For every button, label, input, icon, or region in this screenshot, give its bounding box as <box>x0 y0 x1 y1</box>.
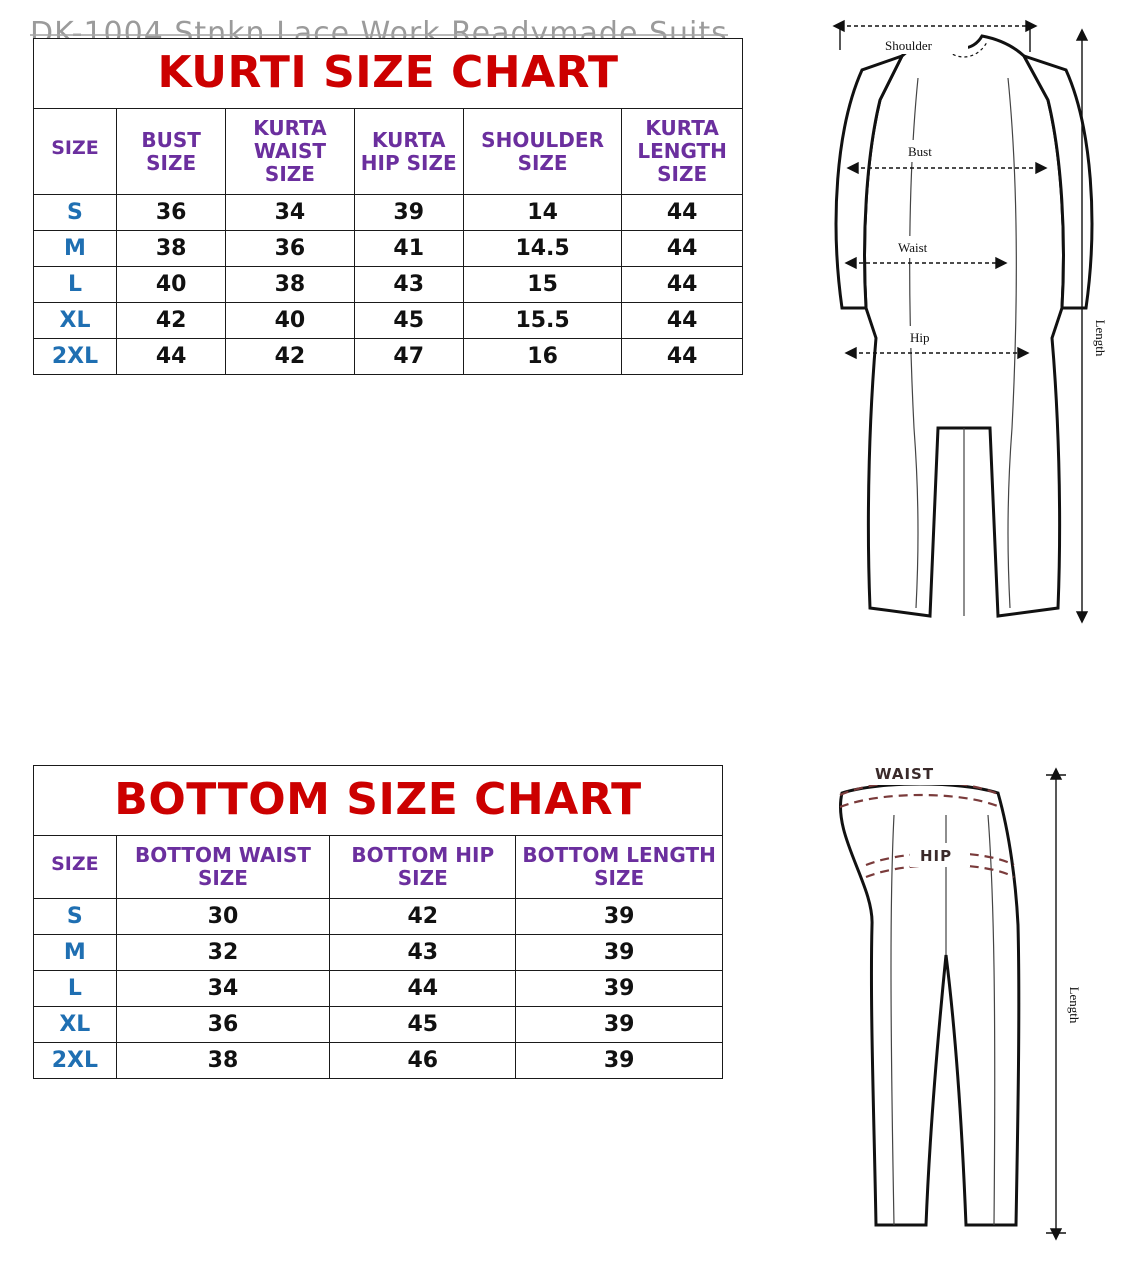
kurti-header-length: KURTA LENGTH SIZE <box>622 109 743 195</box>
table-row <box>34 339 743 375</box>
kurti-row-shoulder: 15 <box>463 267 621 303</box>
bottom-row-hip: 42 <box>330 899 516 935</box>
kurti-header-waist: KURTA WAIST SIZE <box>226 109 354 195</box>
bottom-row-hip: 44 <box>330 971 516 1007</box>
bottom-measurement-diagram <box>770 755 1120 1255</box>
kurti-row-shoulder: 16 <box>463 339 621 375</box>
kurti-row-size: 2XL <box>34 339 117 375</box>
kurti-row-length: 44 <box>622 231 743 267</box>
kurti-header-bust: BUST SIZE <box>116 109 225 195</box>
kurti-row-hip: 39 <box>354 195 463 231</box>
bottom-row-waist: 30 <box>116 899 330 935</box>
bottom-row-size: L <box>34 971 117 1007</box>
kurti-shoulder-label: Shoulder <box>885 38 932 53</box>
kurti-hip-label: Hip <box>910 330 930 345</box>
bottom-title-row <box>34 766 723 836</box>
kurti-bust-label: Bust <box>908 144 932 159</box>
kurti-row-size: S <box>34 195 117 231</box>
bottom-chart-title: BOTTOM SIZE CHART <box>34 766 723 836</box>
bottom-row-size: M <box>34 935 117 971</box>
kurti-row-hip: 43 <box>354 267 463 303</box>
kurti-row-waist: 42 <box>226 339 354 375</box>
bottom-row-hip: 43 <box>330 935 516 971</box>
bottom-row-waist: 32 <box>116 935 330 971</box>
bottom-row-length: 39 <box>516 1043 723 1079</box>
bottom-row-length: 39 <box>516 935 723 971</box>
table-row <box>34 1043 723 1079</box>
kurti-row-size: L <box>34 267 117 303</box>
bottom-row-waist: 38 <box>116 1043 330 1079</box>
bottom-size-table <box>33 765 723 1079</box>
bottom-header-length: BOTTOM LENGTH SIZE <box>516 836 723 899</box>
bottom-waist-label: WAIST <box>875 765 935 783</box>
kurti-title-row <box>34 39 743 109</box>
kurti-header-row <box>34 109 743 195</box>
bottom-size-chart <box>33 765 723 1079</box>
kurti-size-table <box>33 38 743 375</box>
kurti-row-shoulder: 14 <box>463 195 621 231</box>
table-row <box>34 971 723 1007</box>
kurti-row-shoulder: 15.5 <box>463 303 621 339</box>
kurti-row-waist: 34 <box>226 195 354 231</box>
bottom-row-size: 2XL <box>34 1043 117 1079</box>
bottom-row-waist: 34 <box>116 971 330 1007</box>
watermark-strike <box>30 34 728 36</box>
table-row <box>34 231 743 267</box>
bottom-header-waist: BOTTOM WAIST SIZE <box>116 836 330 899</box>
kurti-row-bust: 44 <box>116 339 225 375</box>
kurti-row-hip: 45 <box>354 303 463 339</box>
bottom-row-length: 39 <box>516 971 723 1007</box>
kurti-row-bust: 42 <box>116 303 225 339</box>
bottom-row-waist: 36 <box>116 1007 330 1043</box>
kurti-row-length: 44 <box>622 303 743 339</box>
table-row <box>34 935 723 971</box>
kurti-row-waist: 40 <box>226 303 354 339</box>
kurti-measurement-diagram <box>790 8 1120 648</box>
bottom-row-hip: 45 <box>330 1007 516 1043</box>
bottom-hip-label: HIP <box>920 847 953 865</box>
bottom-length-label: Length <box>1067 986 1082 1024</box>
bottom-header-row <box>34 836 723 899</box>
table-row <box>34 1007 723 1043</box>
bottom-header-size: SIZE <box>34 836 117 899</box>
bottom-row-size: S <box>34 899 117 935</box>
kurti-header-size: SIZE <box>34 109 117 195</box>
kurti-waist-label: Waist <box>898 240 928 255</box>
kurti-row-waist: 38 <box>226 267 354 303</box>
table-row <box>34 899 723 935</box>
kurti-row-size: M <box>34 231 117 267</box>
kurti-row-hip: 47 <box>354 339 463 375</box>
kurti-row-hip: 41 <box>354 231 463 267</box>
kurti-row-bust: 36 <box>116 195 225 231</box>
kurti-chart-title: KURTI SIZE CHART <box>34 39 743 109</box>
kurti-row-size: XL <box>34 303 117 339</box>
kurti-row-length: 44 <box>622 267 743 303</box>
kurti-row-bust: 38 <box>116 231 225 267</box>
kurti-size-chart <box>33 38 743 375</box>
table-row <box>34 267 743 303</box>
kurti-header-shoulder: SHOULDER SIZE <box>463 109 621 195</box>
table-row <box>34 195 743 231</box>
kurti-row-shoulder: 14.5 <box>463 231 621 267</box>
kurti-row-bust: 40 <box>116 267 225 303</box>
kurti-header-hip: KURTA HIP SIZE <box>354 109 463 195</box>
kurti-length-label: Length <box>1093 319 1108 357</box>
bottom-row-hip: 46 <box>330 1043 516 1079</box>
bottom-row-length: 39 <box>516 899 723 935</box>
bottom-row-length: 39 <box>516 1007 723 1043</box>
table-row <box>34 303 743 339</box>
bottom-header-hip: BOTTOM HIP SIZE <box>330 836 516 899</box>
kurti-row-length: 44 <box>622 339 743 375</box>
bottom-row-size: XL <box>34 1007 117 1043</box>
kurti-row-waist: 36 <box>226 231 354 267</box>
kurti-row-length: 44 <box>622 195 743 231</box>
